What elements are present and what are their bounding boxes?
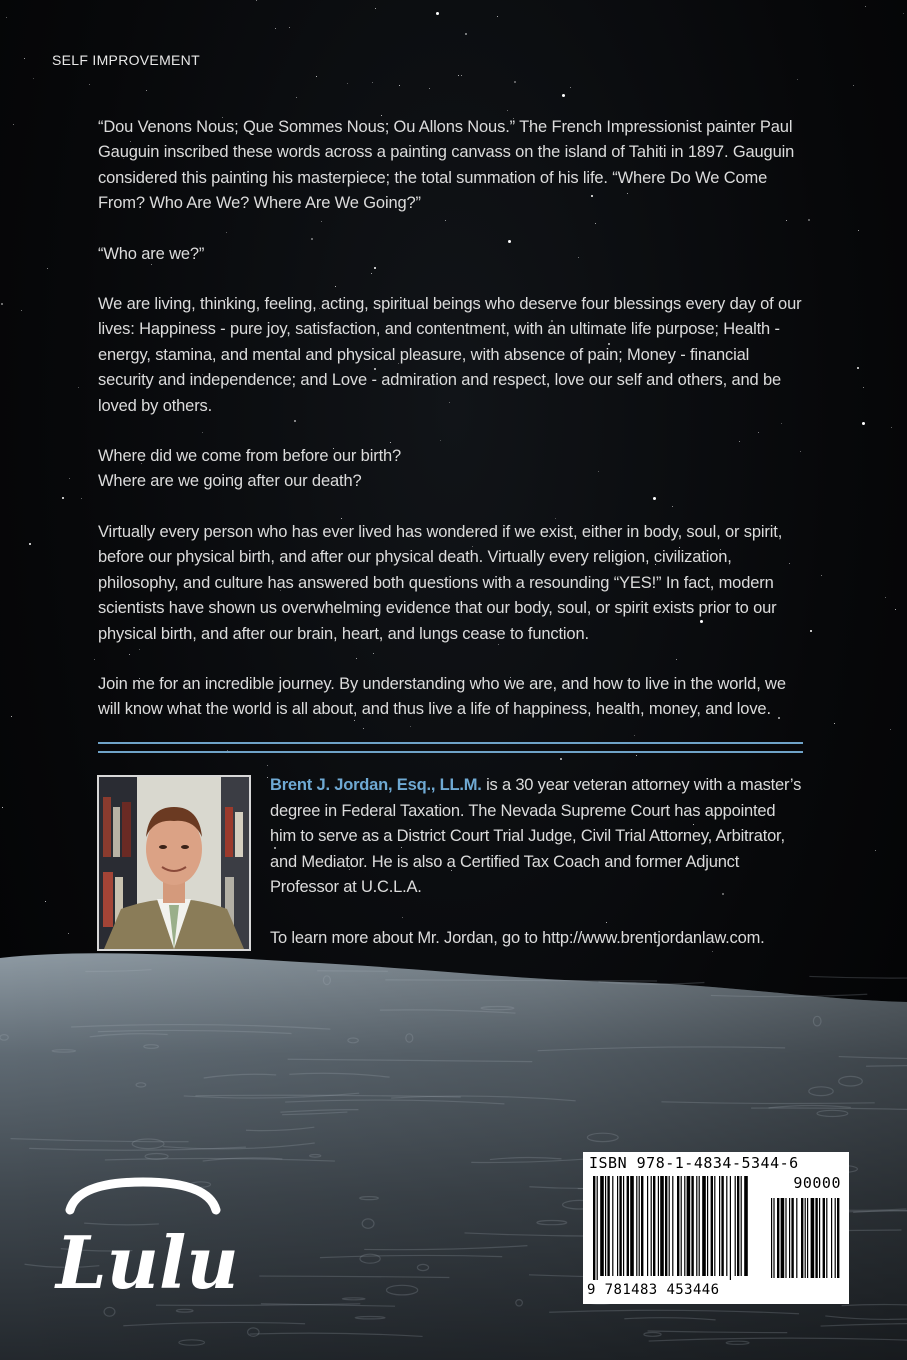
blurb-paragraph-who-are-we: “Who are we?” [98, 244, 205, 263]
barcode-digits: 9 781483 453446 [587, 1282, 720, 1298]
price-code: 90000 [793, 1174, 841, 1192]
isbn-barcode [583, 1152, 849, 1304]
author-bio [270, 773, 805, 951]
publisher-logo-text: Lulu [56, 1220, 238, 1305]
author-photo [97, 775, 251, 951]
blurb-paragraph-blessings: We are living, thinking, feeling, acting, spiritual beings who deserve four blessings every day of our lives: Happiness - pure joy, satisfaction, and contentment, with an ultimate life purpose; Health - energy, stamina, and mental and physical pleasure, with absence of pain; Money - financial security and independence; and Love - admiration and respect, love our self and others, and be loved by others. [98, 295, 802, 415]
blurb-paragraph-evidence: Virtually every person who has ever lived has wondered if we exist, either in body, soul, or spirit, before our physical birth, and after our physical death. Virtually every religion, civilization, philosophy, and culture has answered both questions with a resounding “YES!” In fact, modern scientists have shown us overwhelming evidence that our body, soul, or spirit exists prior to our physical birth, and after our brain, heart, and lungs cease to function. [98, 522, 783, 643]
publisher-logo [48, 1176, 238, 1306]
author-bio-text: is a 30 year veteran attorney with a master’s degree in Federal Taxation. The Nevada Supreme Court has appointed him to serve as a District Court Trial Judge, Civil Trial Attorney, Arbitrator, and Mediator. He is also a Certified Tax Coach and former Adjunct Professor at U.C.L.A. [270, 776, 802, 896]
author-website-line: To learn more about Mr. Jordan, go to http://www.brentjordanlaw.com. [270, 928, 765, 947]
blurb [98, 115, 808, 748]
isbn-number: ISBN 978-1-4834-5344-6 [589, 1154, 799, 1172]
blurb-paragraph-journey: Join me for an incredible journey. By understanding who we are, and how to live in the world, we will know what the world is all about, and thus live a life of happiness, health, money, and love. [98, 674, 786, 719]
section-divider [98, 742, 803, 753]
blurb-paragraph-gauguin: “Dou Venons Nous; Que Sommes Nous; Ou Allons Nous.” The French Impressionist painter Paul Gauguin inscribed these words across a painting canvass on the island of Tahiti in 1897. Gauguin considered this painting his masterpiece; the total summation of his life. “Where Do We Come From? Who Are We? Where Are We Going?” [98, 118, 795, 213]
category-label: SELF IMPROVEMENT [52, 52, 200, 68]
author-name: Brent J. Jordan, Esq., LL.M. [270, 776, 482, 794]
blurb-question-birth: Where did we come from before our birth? [98, 447, 402, 466]
author-bio-paragraph [270, 773, 805, 901]
blurb-question-death: Where are we going after our death? [98, 472, 362, 491]
